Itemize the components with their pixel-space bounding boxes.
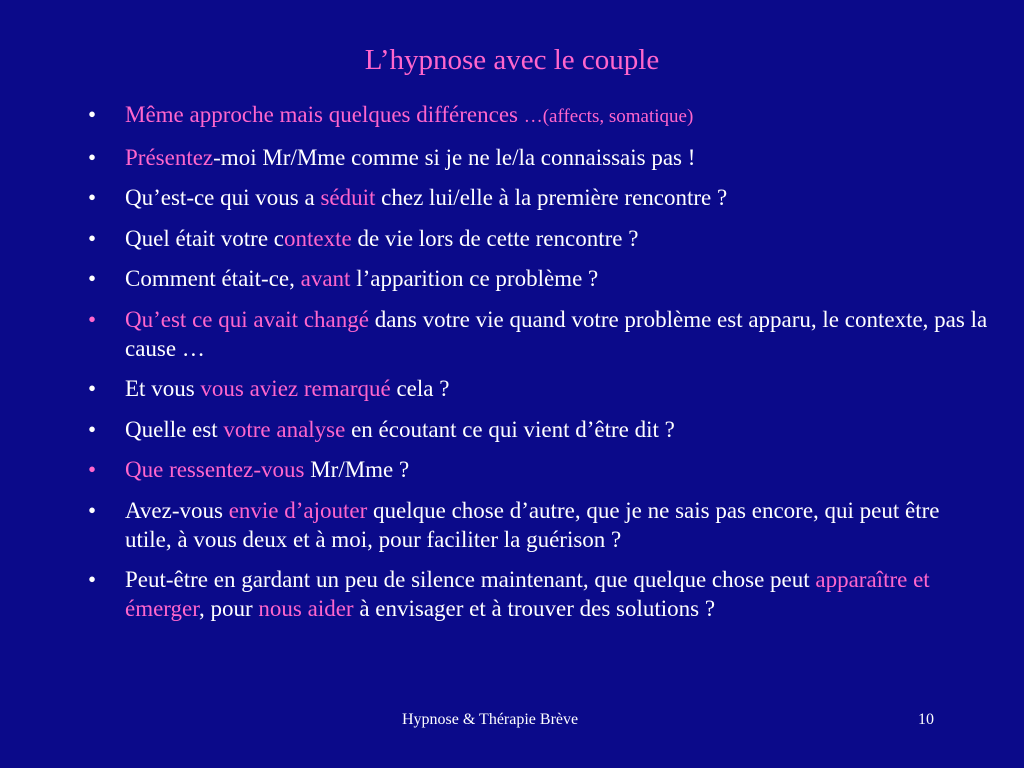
- bullet-text-accent: …(affects, somatique): [523, 106, 694, 127]
- bullet-dot-icon: •: [88, 376, 97, 401]
- bullet-text-accent: nous aider: [258, 596, 354, 621]
- bullet-text-accent: envie d’ajouter: [228, 497, 368, 523]
- bullet-dot-icon: •: [88, 266, 97, 291]
- bullet-dot-icon: •: [88, 225, 97, 251]
- bullet-dot-icon: •: [88, 416, 97, 442]
- bullet-text: , pour: [199, 596, 259, 621]
- bullet-text: à envisager et à trouver des solutions ?: [353, 596, 716, 621]
- bullet-text: Avez-vous: [125, 497, 229, 523]
- bullet-text-accent: vous aviez remarqué: [200, 376, 391, 401]
- bullet-item: [88, 305, 988, 363]
- bullet-text: -moi Mr/Mme comme si je ne le/la connaissais pas !: [213, 144, 696, 170]
- bullet-item: [88, 565, 988, 623]
- slide-number: 10: [918, 711, 934, 728]
- bullet-text: en écoutant ce qui vient d’être dit ?: [345, 416, 675, 442]
- bullet-text: dans votre vie quand votre problème est apparu, le contexte, pas la cause …: [125, 306, 988, 361]
- bullet-text-accent: Même approche mais quelques différences: [125, 102, 518, 127]
- slide-title: L’hypnose avec le couple: [364, 44, 660, 76]
- bullet-item: [88, 264, 988, 293]
- bullet-text: Comment était-ce,: [125, 266, 301, 291]
- bullet-item: [88, 415, 988, 444]
- bullet-item: [88, 374, 988, 403]
- bullet-text: Qu’est-ce qui vous a: [125, 185, 321, 210]
- bullet-text-accent: votre analyse: [223, 416, 346, 442]
- bullet-text: chez lui/elle à la première rencontre ?: [375, 185, 728, 210]
- bullet-item: [88, 143, 988, 172]
- bullet-text-accent: Qu’est ce qui avait changé: [125, 306, 369, 332]
- bullet-item: [88, 183, 988, 212]
- bullet-text: Mr/Mme ?: [304, 457, 410, 482]
- bullet-item: [88, 496, 988, 554]
- bullet-text: quelque chose d’autre, que je ne sais pas encore, qui peut être utile, à vous deux et à moi, pour faciliter la guérison ?: [125, 497, 940, 552]
- bullet-item: [88, 455, 988, 484]
- bullet-text: Quel était votre c: [125, 225, 285, 251]
- bullet-text-accent: apparaître et émerger: [125, 567, 930, 621]
- bullet-dot-icon: •: [88, 567, 97, 592]
- footer-title: Hypnose & Thérapie Brève: [402, 711, 579, 728]
- bullet-dot-icon: •: [88, 185, 97, 210]
- bullet-text-accent: Présentez: [125, 144, 214, 170]
- bullet-text: cela ?: [390, 376, 450, 401]
- bullet-item: [88, 100, 988, 131]
- bullet-dot-icon: •: [88, 306, 97, 332]
- bullet-item: [88, 224, 988, 253]
- bullet-text-accent: séduit: [320, 185, 376, 210]
- bullet-text: Quelle est: [125, 416, 224, 442]
- bullet-text: de vie lors de cette rencontre ?: [351, 225, 639, 251]
- bullet-dot-icon: •: [88, 497, 97, 523]
- bullet-list: [88, 100, 988, 635]
- bullet-dot-icon: •: [88, 144, 97, 170]
- bullet-dot-icon: •: [88, 457, 97, 482]
- bullet-text-accent: Que ressentez-vous: [125, 457, 305, 482]
- bullet-text: l’apparition ce problème ?: [350, 266, 599, 291]
- bullet-text: Peut-être en gardant un peu de silence maintenant, que quelque chose peut: [125, 567, 816, 592]
- bullet-dot-icon: •: [88, 102, 97, 127]
- bullet-text: Et vous: [125, 376, 201, 401]
- bullet-text-accent: ontexte: [284, 225, 352, 251]
- bullet-text-accent: avant: [300, 266, 351, 291]
